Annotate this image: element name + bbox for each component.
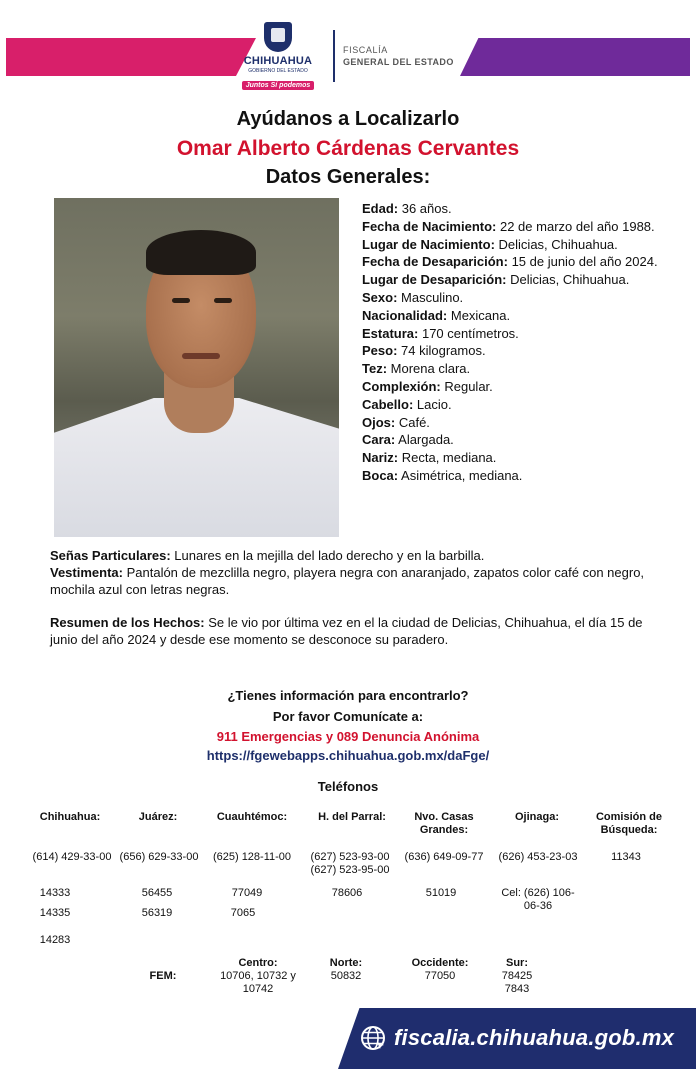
logo-subtitle: GOBIERNO DEL ESTADO bbox=[248, 68, 308, 74]
data-row-hair bbox=[362, 396, 662, 414]
data-value: Masculino. bbox=[397, 289, 464, 305]
fem-occidente bbox=[404, 957, 476, 983]
data-value: Mexicana. bbox=[447, 307, 511, 323]
info-question: ¿Tienes información para encontrarlo? bbox=[227, 688, 469, 703]
agency-line-2: GENERAL DEL ESTADO bbox=[343, 57, 454, 67]
ext-chihuahua-2: 14335 bbox=[39, 907, 71, 919]
phone-header-cuauhtemoc: Cuauhtémoc: bbox=[216, 811, 288, 823]
data-value: 15 de junio del año 2024. bbox=[507, 254, 658, 270]
para-value: Pantalón de mezclilla negro, playera negra con anaranjado, zapatos color café con negro, mochila azul con letras negras. bbox=[50, 565, 645, 597]
data-label: Nariz: bbox=[362, 450, 399, 466]
footer-website-link[interactable]: fiscalia.chihuahua.gob.mx bbox=[394, 1025, 675, 1050]
agency-name bbox=[343, 44, 454, 68]
fem-occidente-label: Occidente: bbox=[411, 957, 469, 969]
data-value: 22 de marzo del año 1988. bbox=[496, 218, 655, 234]
ext-chihuahua-3: 14283 bbox=[39, 934, 71, 946]
data-value: Alargada. bbox=[395, 432, 454, 448]
phone-header-parral: H. del Parral: bbox=[318, 811, 386, 823]
data-value: 36 años. bbox=[398, 201, 452, 216]
photo-mouth bbox=[182, 353, 220, 359]
data-value: 74 kilogramos. bbox=[397, 343, 486, 359]
general-data-title: Datos Generales: bbox=[265, 166, 431, 188]
chihuahua-logo bbox=[240, 22, 316, 92]
fem-centro-value: 10706, 10732 y 10742 bbox=[220, 970, 296, 995]
person-name: Omar Alberto Cárdenas Cervantes bbox=[176, 137, 520, 160]
phone-header-chihuahua: Chihuahua: bbox=[39, 811, 101, 823]
general-data-list bbox=[362, 200, 662, 485]
data-label: Tez: bbox=[362, 361, 388, 377]
fem-centro bbox=[212, 957, 304, 996]
data-row-face bbox=[362, 431, 662, 449]
phone-main-ojinaga: (626) 453-23-03 bbox=[498, 851, 578, 863]
globe-icon bbox=[360, 1025, 386, 1051]
header-divider bbox=[333, 30, 335, 82]
data-row-skin bbox=[362, 360, 662, 378]
header-purple-bar bbox=[460, 38, 690, 76]
ext-chihuahua-1: 14333 bbox=[39, 887, 71, 899]
phone-header-busqueda: Comisión de Búsqueda: bbox=[595, 811, 662, 836]
data-label: Cabello: bbox=[362, 396, 414, 412]
fem-occidente-value: 77050 bbox=[424, 970, 456, 982]
data-row-birthdate bbox=[362, 218, 662, 236]
data-row-height bbox=[362, 325, 662, 343]
data-value: Regular. bbox=[440, 378, 493, 394]
distinguishing-marks bbox=[50, 547, 662, 564]
photo-eye-left bbox=[172, 298, 190, 303]
photo-eye-right bbox=[214, 298, 232, 303]
para-value: Se le vio por última vez en el la ciudad de Delicias, Chihuahua, el día 15 de junio del año 2024 y desde ese momento se desconoce su paradero. bbox=[50, 615, 643, 647]
info-call: Por favor Comunícate a: bbox=[272, 709, 424, 724]
logo-name: CHIHUAHUA bbox=[243, 55, 313, 67]
fem-sur-value: 78425 7843 bbox=[501, 970, 533, 995]
data-value: Delicias, Chihuahua. bbox=[506, 272, 630, 288]
phone-main-cuauhtemoc: (625) 128-11-00 bbox=[212, 851, 292, 863]
data-value: Delicias, Chihuahua. bbox=[494, 236, 618, 252]
person-photo bbox=[54, 198, 339, 537]
data-label: Complexión: bbox=[362, 378, 441, 394]
phone-main-juarez: (656) 629-33-00 bbox=[119, 851, 199, 863]
data-row-mouth bbox=[362, 467, 662, 485]
data-label: Fecha de Desaparición: bbox=[362, 254, 508, 270]
clothing-description bbox=[50, 564, 662, 598]
data-label: Ojos: bbox=[362, 414, 396, 430]
data-row-nationality bbox=[362, 307, 662, 325]
data-row-birthplace bbox=[362, 236, 662, 254]
header-pink-bar bbox=[6, 38, 256, 76]
ext-parral-1: 78606 bbox=[331, 887, 363, 899]
data-value: Asimétrica, mediana. bbox=[398, 467, 523, 483]
data-label: Fecha de Nacimiento: bbox=[362, 218, 497, 234]
data-row-disappearance-place bbox=[362, 271, 662, 289]
fem-centro-label: Centro: bbox=[238, 957, 278, 969]
para-value: Lunares en la mejilla del lado derecho y en la barbilla. bbox=[170, 548, 485, 563]
data-label: Boca: bbox=[362, 467, 399, 483]
data-label: Cara: bbox=[362, 432, 396, 448]
phone-main-nvo-casas-grandes: (636) 649-09-77 bbox=[404, 851, 484, 863]
ext-juarez-1: 56455 bbox=[141, 887, 173, 899]
ext-ojinaga-cel: Cel: (626) 106-06-36 bbox=[501, 887, 575, 912]
fem-sur bbox=[494, 957, 540, 996]
photo-hair bbox=[146, 230, 256, 275]
data-row-nose bbox=[362, 449, 662, 467]
ext-cuauhtemoc-2: 7065 bbox=[230, 907, 256, 919]
logo-tagline: Juntos Sí podemos bbox=[242, 81, 315, 90]
data-row-weight bbox=[362, 342, 662, 360]
report-link[interactable]: https://fgewebapps.chihuahua.gob.mx/daFge/ bbox=[206, 748, 490, 763]
facts-summary bbox=[50, 614, 662, 648]
data-row-age bbox=[362, 200, 662, 218]
phone-main-parral: (627) 523-93-00 (627) 523-95-00 bbox=[310, 851, 390, 876]
ext-cuauhtemoc-1: 77049 bbox=[231, 887, 263, 899]
data-row-eyes bbox=[362, 414, 662, 432]
data-label: Lugar de Desaparición: bbox=[362, 272, 507, 288]
data-value: 170 centímetros. bbox=[418, 325, 519, 341]
fem-norte-value: 50832 bbox=[330, 970, 362, 982]
phone-main-chihuahua: (614) 429-33-00 bbox=[32, 851, 112, 863]
ext-juarez-2: 56319 bbox=[141, 907, 173, 919]
data-label: Edad: bbox=[362, 201, 399, 216]
shield-icon bbox=[264, 22, 292, 52]
data-label: Peso: bbox=[362, 343, 398, 359]
data-row-sex bbox=[362, 289, 662, 307]
emergency-numbers: 911 Emergencias y 089 Denuncia Anónima bbox=[216, 729, 480, 744]
data-label: Lugar de Nacimiento: bbox=[362, 236, 495, 252]
fem-label: FEM: bbox=[149, 970, 177, 982]
para-label: Vestimenta: bbox=[50, 565, 123, 580]
phone-header-juarez: Juárez: bbox=[138, 811, 178, 823]
agency-line-1: FISCALÍA bbox=[343, 45, 388, 55]
data-value: Lacio. bbox=[413, 396, 452, 412]
phones-title: Teléfonos bbox=[317, 779, 379, 794]
phone-header-nvo-casas-grandes: Nvo. Casas Grandes: bbox=[414, 811, 474, 836]
data-row-disappearance-date bbox=[362, 253, 662, 271]
data-label: Estatura: bbox=[362, 325, 419, 341]
data-label: Sexo: bbox=[362, 289, 398, 305]
para-label: Resumen de los Hechos: bbox=[50, 615, 205, 630]
data-label: Nacionalidad: bbox=[362, 307, 448, 323]
ext-nvo-casas-grandes-1: 51019 bbox=[425, 887, 457, 899]
help-title: Ayúdanos a Localizarlo bbox=[236, 108, 460, 130]
fem-sur-label: Sur: bbox=[506, 957, 528, 969]
header bbox=[0, 0, 696, 100]
data-value: Recta, mediana. bbox=[398, 450, 497, 466]
fem-norte bbox=[318, 957, 374, 983]
data-value: Café. bbox=[395, 414, 430, 430]
fem-norte-label: Norte: bbox=[329, 957, 363, 969]
para-label: Señas Particulares: bbox=[50, 548, 171, 563]
phone-main-busqueda: 11343 bbox=[611, 851, 641, 863]
data-value: Morena clara. bbox=[387, 361, 471, 377]
data-row-build bbox=[362, 378, 662, 396]
phone-header-ojinaga: Ojinaga: bbox=[514, 811, 559, 823]
